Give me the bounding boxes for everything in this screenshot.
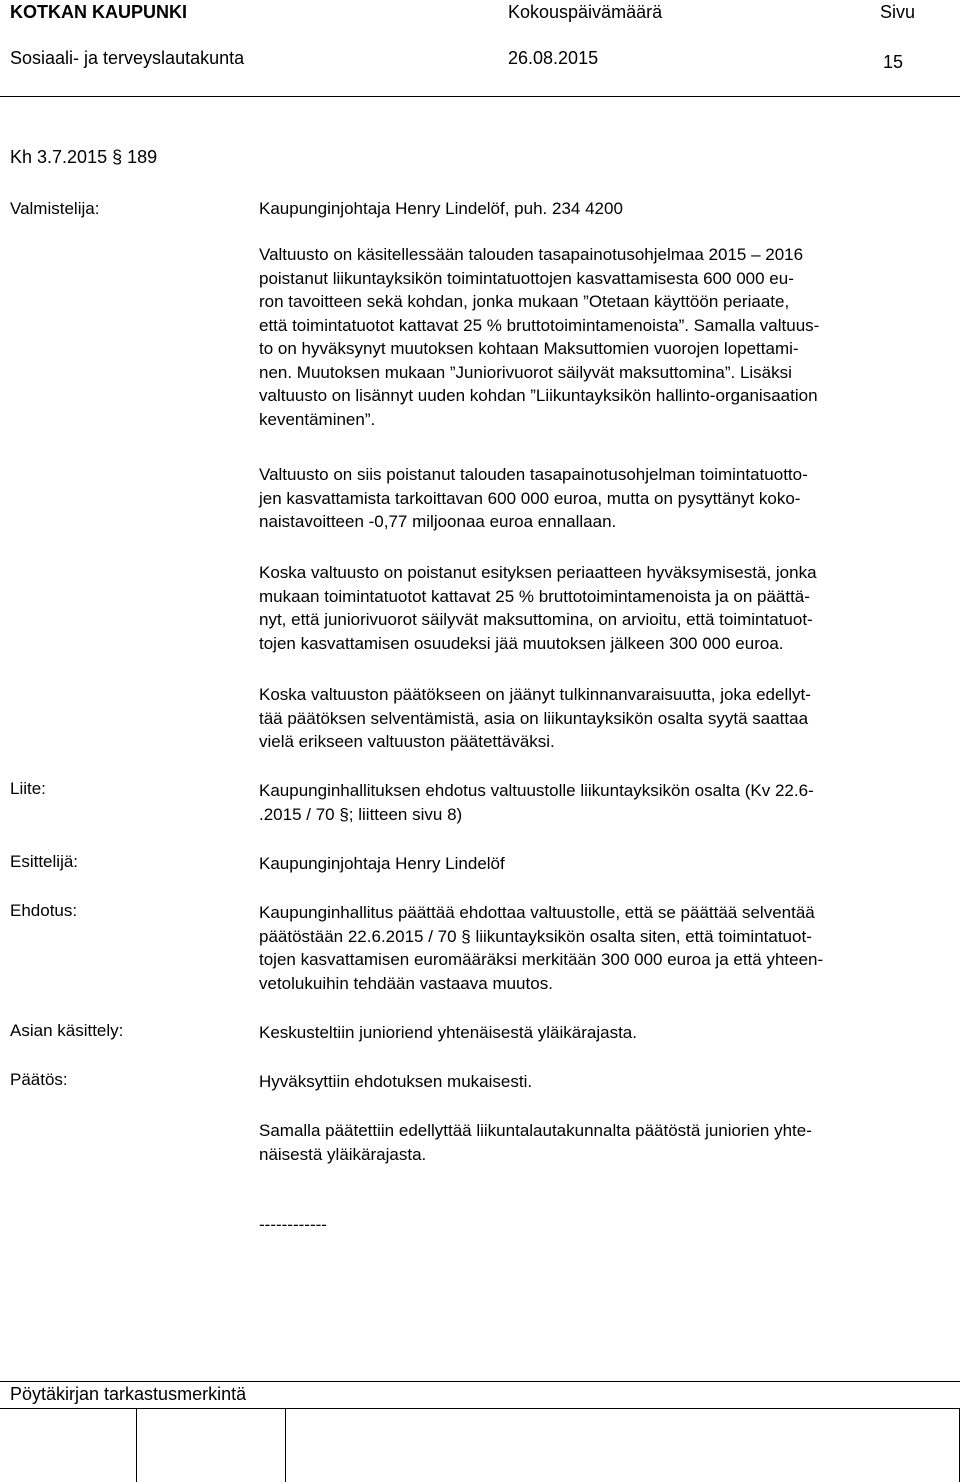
text-line: Hyväksyttiin ehdotuksen mukaisesti. (259, 1072, 533, 1091)
preparer-value: Kaupunginjohtaja Henry Lindelöf, puh. 234 4200 (259, 199, 623, 218)
page-number: 15 (883, 52, 904, 72)
signature-box-divider (285, 1408, 286, 1482)
handling-label: Asian käsittely: (10, 1021, 124, 1040)
text-line: ron tavoitteen sekä kohdan, jonka mukaan ”Otetaan käyttöön periaate, (259, 292, 790, 311)
handling-text (259, 1021, 959, 1045)
text-line: vielä erikseen valtuuston päätettäväksi. (259, 732, 555, 751)
proposal-text (259, 901, 959, 995)
text-line: Kaupunginhallitus päättää ehdottaa valtuustolle, että se päättää selventää (259, 903, 815, 922)
text-line: poistanut liikuntayksikön toimintatuottojen kasvattamisesta 600 000 eu- (259, 268, 794, 288)
text-line: to on hyväksynyt muutoksen kohtaan Maksuttomien vuorojen lopettami- (259, 339, 799, 358)
organization-name: KOTKAN KAUPUNKI (10, 2, 187, 22)
text-line: päätöstään 22.6.2015 / 70 § liikuntayksikön osalta siten, että toimintatuot- (259, 926, 812, 946)
attachment-label: Liite: (10, 779, 46, 798)
attachment-text (259, 779, 959, 826)
text-line: näisestä yläikärajasta. (259, 1144, 427, 1164)
signature-box-divider (136, 1408, 137, 1482)
text-line: Koska valtuusto on poistanut esityksen periaatteen hyväksymisestä, jonka (259, 563, 817, 582)
text-line: naistavoitteen -0,77 miljoonaa euroa ennallaan. (259, 512, 617, 531)
presenter-text (259, 852, 959, 876)
text-line: tää päätöksen selventämistä, asia on liikuntayksikön osalta syytä saattaa (259, 708, 809, 728)
text-line: mukaan toimintatuotot kattavat 25 % bruttotoimintamenoista ja on päättä- (259, 586, 810, 606)
footer-mid-rule (0, 1408, 960, 1409)
text-line: keventäminen”. (259, 409, 376, 429)
meeting-date: 26.08.2015 (508, 48, 599, 68)
page-label: Sivu (880, 2, 916, 22)
text-line: valtuusto on lisännyt uuden kohdan ”Liikuntayksikön hallinto-organisaation (259, 386, 818, 405)
committee-name: Sosiaali- ja terveyslautakunta (10, 48, 245, 68)
text-line: tojen kasvattamisen euromääräksi merkitään 300 000 euroa ja että yhteen- (259, 950, 824, 969)
text-line: Samalla päätettiin edellyttää liikuntalautakunnalta päätöstä juniorien yhte- (259, 1121, 812, 1140)
footer-top-rule (0, 1381, 960, 1382)
text-line: vetolukuihin tehdään vastaava muutos. (259, 973, 553, 993)
text-line: Koska valtuuston päätökseen on jäänyt tulkinnanvaraisuutta, joka edellyt- (259, 685, 811, 704)
header-divider (0, 96, 960, 97)
text-line: Valtuusto on käsitellessään talouden tasapainotusohjelmaa 2015 – 2016 (259, 245, 804, 264)
text-line: Valtuusto on siis poistanut talouden tasapainotusohjelman toimintatuotto- (259, 465, 808, 484)
text-line: että toimintatuotot kattavat 25 % bruttotoimintamenoista”. Samalla valtuus- (259, 315, 820, 335)
paragraph-3 (259, 561, 959, 655)
paragraph-4 (259, 683, 959, 754)
text-line: Keskusteltiin junioriend yhtenäisestä yläikärajasta. (259, 1023, 637, 1042)
text-line: Kaupunginhallituksen ehdotus valtuustolle liikuntayksikön osalta (Kv 22.6- (259, 781, 814, 800)
separator-dashes: ------------ (259, 1215, 327, 1234)
paragraph-1 (259, 243, 959, 431)
decision-text (259, 1070, 959, 1094)
date-label: Kokouspäivämäärä (508, 2, 663, 22)
text-line: tojen kasvattamisen osuudeksi jää muutoksen jälkeen 300 000 euroa. (259, 633, 784, 653)
text-line: nyt, että juniorivuorot säilyvät maksuttomina, on arvioitu, että toimintatuot- (259, 610, 813, 629)
paragraph-2 (259, 463, 959, 534)
proposal-label: Ehdotus: (10, 901, 78, 920)
reference-line: Kh 3.7.2015 § 189 (10, 147, 158, 167)
closing-paragraph (259, 1119, 959, 1166)
text-line: Kaupunginjohtaja Henry Lindelöf (259, 854, 505, 873)
text-line: .2015 / 70 §; liitteen sivu 8) (259, 804, 463, 824)
preparer-label: Valmistelija: (10, 199, 100, 218)
text-line: nen. Muutoksen mukaan ”Juniorivuorot säilyvät maksuttomina”. Lisäksi (259, 362, 792, 382)
presenter-label: Esittelijä: (10, 852, 79, 871)
decision-label: Päätös: (10, 1070, 68, 1089)
footer-label: Pöytäkirjan tarkastusmerkintä (10, 1384, 247, 1404)
text-line: jen kasvattamista tarkoittavan 600 000 euroa, mutta on pysyttänyt koko- (259, 488, 801, 508)
